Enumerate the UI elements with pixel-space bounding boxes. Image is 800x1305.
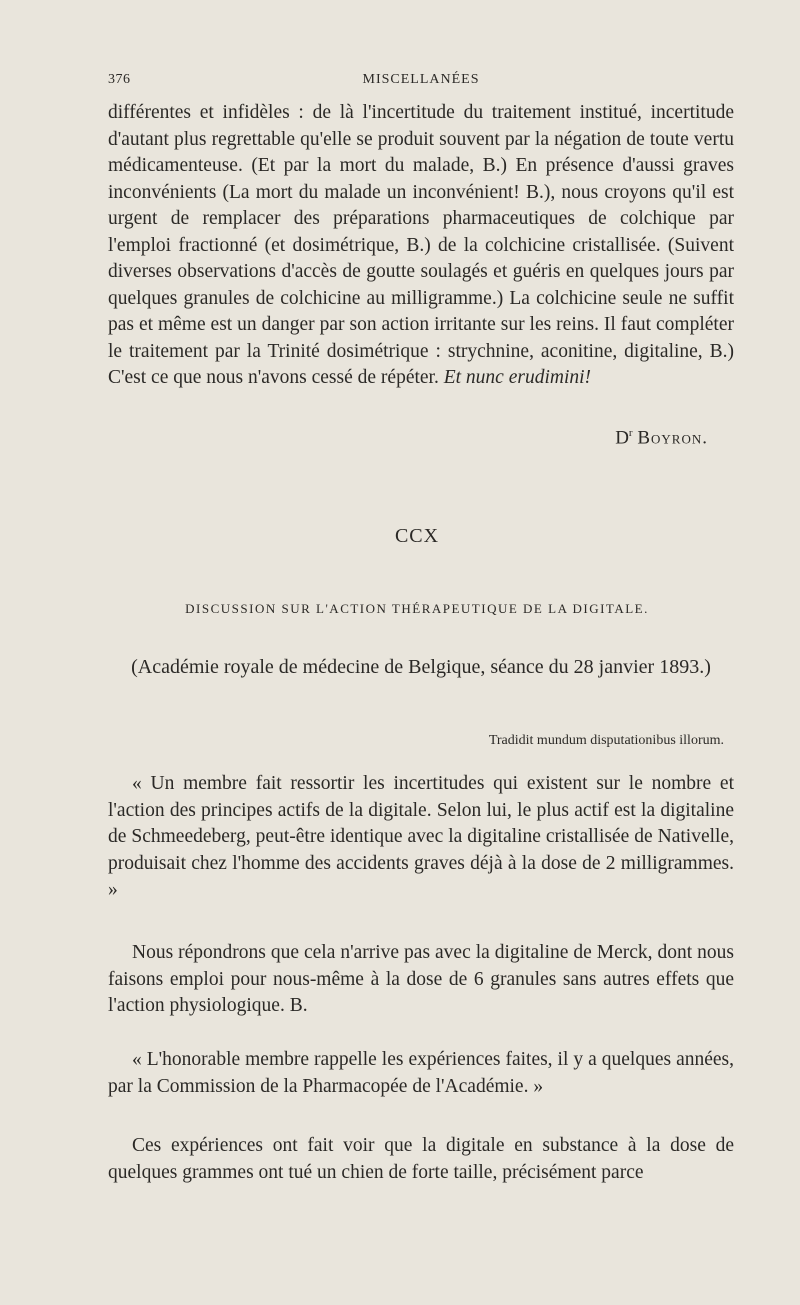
section-title: DISCUSSION SUR L'ACTION THÉRAPEUTIQUE DE LA DIGITALE. [185,601,649,616]
paragraph-text: « L'honorable membre rappelle les expériences faites, il y a quelques années, par la Commission de la Pharmacopée de l'Académie. » [108,1049,734,1097]
signature [108,427,708,449]
page-number: 376 [108,72,131,87]
paragraph-2 [108,940,734,1020]
paragraph-text: Ces expériences ont fait voir que la digitale en substance à la dose de quelques grammes ont tué un chien de forte taille, précisément parce [108,1135,734,1183]
paragraph-text: « Un membre fait ressortir les incertitudes qui existent sur le nombre et l'action des principes actifs de la digitale. Selon lui, le plus actif est la digitaline de Schmeedeberg, peut-être identique avec la digitaline cristallisée de Nativelle, produisait chez l'homme des accidents graves déjà à la dose de 2 milligrammes. » [108,773,734,900]
section-number: CCX [394,525,440,547]
epigraph: Tradidit mundum disputationibus illorum. [488,733,724,748]
section-source: (Académie royale de médecine de Belgique, séance du 28 janvier 1893.) [131,656,711,678]
paragraph-3 [108,1047,734,1100]
paragraph-1 [108,771,734,904]
intro-italic-quote: Et nunc erudimini! [443,367,592,388]
signature-prefix: D [615,427,629,449]
signature-name: Boyron. [637,427,708,449]
paragraph-text: Nous répondrons que cela n'arrive pas avec la digitaline de Merck, dont nous faisons emploi pour nous-même à la dose de 6 granules sans autres effets que l'action physiologique. B. [108,942,734,1016]
paragraph-4 [108,1133,734,1186]
intro-paragraph [108,100,734,392]
intro-text: différentes et infidèles : de là l'incertitude du traitement institué, incertitude d'autant plus regrettable qu'elle se produit souvent par la négation de toute vertu médicamenteuse. (Et par la mort du malade, B.) En présence d'aussi graves inconvénients (La mort du malade un inconvénient! B.), nous croyons qu'il est urgent de remplacer des préparations pharmaceutiques de colchique par l'emploi fractionné (et dosimétrique, B.) de la colchicine cristallisée. (Suivent diverses observations d'accès de goutte soulagés et guéris en quelques jours par quelques granules de colchicine au milligramme.) La colchicine seule ne suffit pas et même est un danger par son action irritante sur les reins. Il faut compléter le traitement par la Trinité dosimétrique : strychnine, aconitine, digitaline, B.) C'est ce que nous n'avons cessé de répéter. [108,102,734,388]
running-title: MISCELLANÉES [362,72,480,87]
signature-sup: r [628,427,633,439]
